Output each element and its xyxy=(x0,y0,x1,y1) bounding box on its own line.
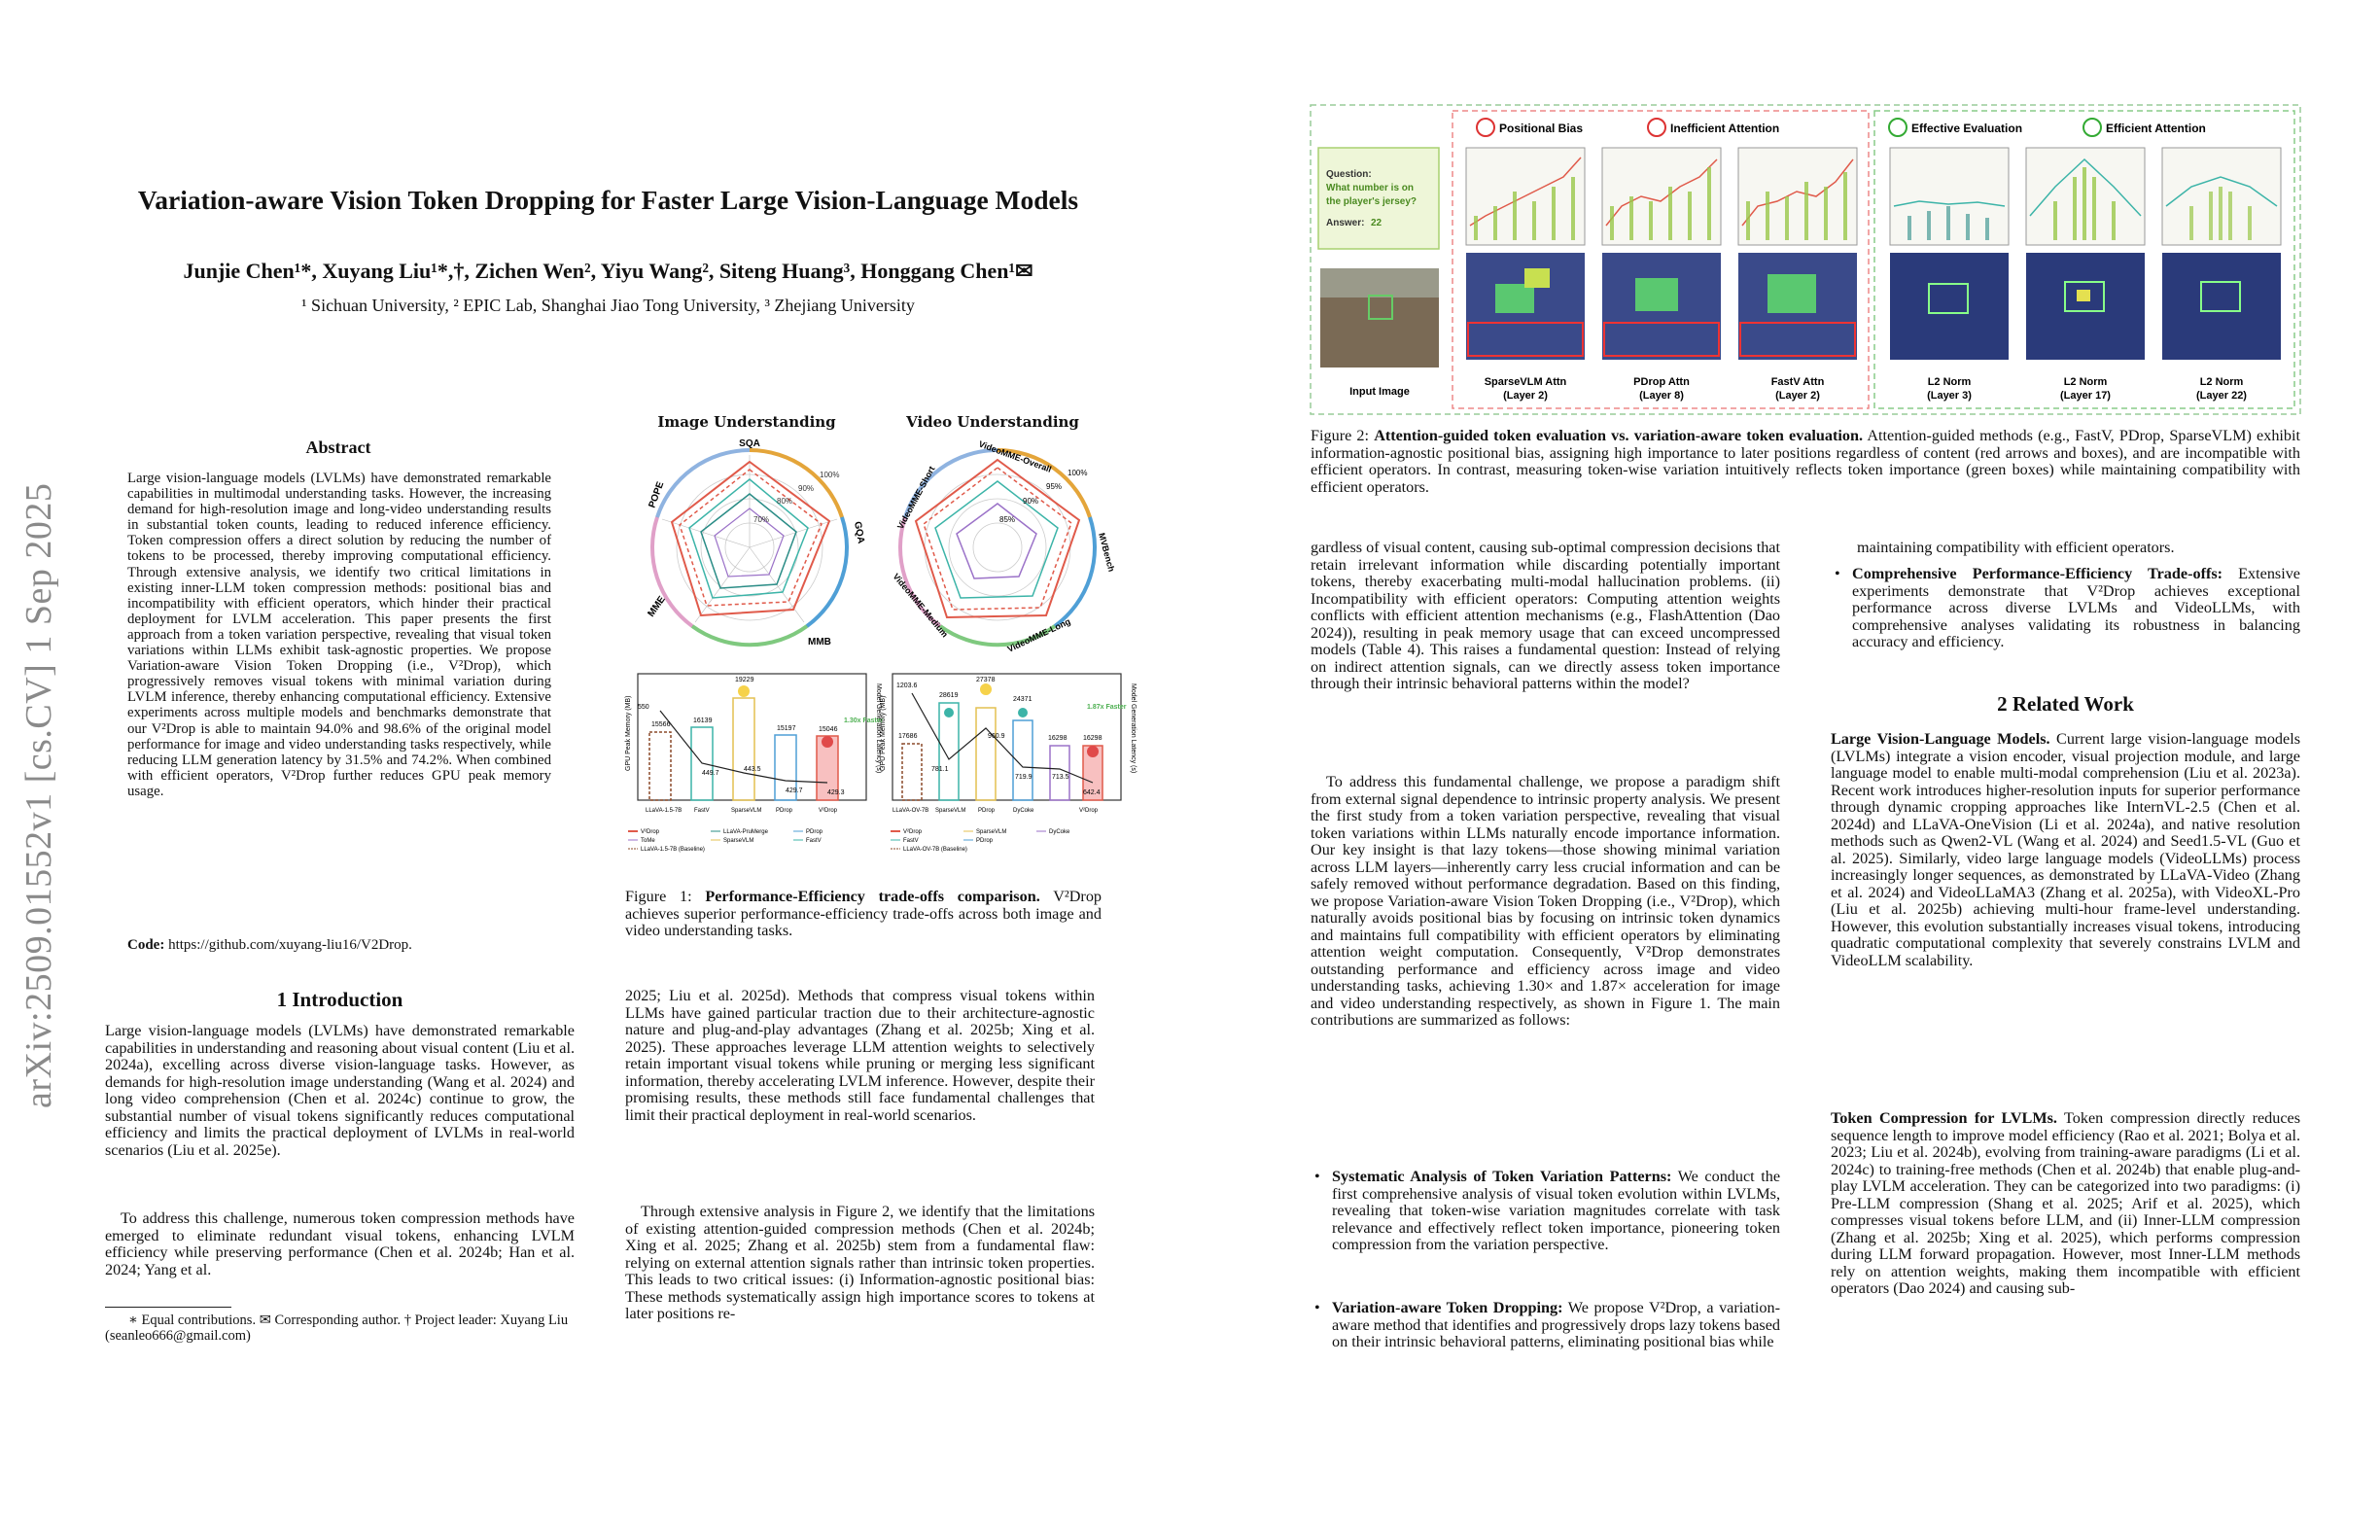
legend-img-2: PDrop xyxy=(806,829,823,835)
bar-vid-cat-1: SparseVLM xyxy=(935,808,966,814)
bar-img-lat-2: 443.5 xyxy=(744,766,761,773)
radar-img-axis-gqa: GQA xyxy=(852,520,866,544)
col3-paragraph-1: gardless of visual content, causing sub-optimal compression decisions that retain irrelevant information while discarding potentially important tokens, thereby exacerbating multi-modal hallucination problems. (ii) Incompatibility with efficient operators: Computing attention weights conflicts with efficient attention mechanisms (e.g., FlashAttention (Dao 2024)), resulting in peak memory usage that can exceed uncompressed models (Table 4). This raises a fundamental question: Instead of relying on indirect attention signals, can we directly assess token importance through their intrinsic behavioral patterns within the model? xyxy=(1311,539,1780,692)
radar-img-tick-70: 70% xyxy=(753,515,770,524)
radar-img-tick-90: 90% xyxy=(798,484,815,493)
fig2-panel-3 xyxy=(1738,148,1857,360)
fig1-caption-label: Figure 1: xyxy=(625,888,692,905)
bar-img-mem-0: 15566 xyxy=(651,721,671,728)
related-lvlm-text: Current large vision-language models (LVLMs) integrate a vision encoder, visual projection module, and large language model to enable multi-modal comprehension (Liu et al. 2023a). Recent work introduces higher-resolution inputs for superior performance through dynamic cropping approaches like InternVL-2.5 (Chen et al. 2024d) and LLaVA-OneVision (Li et al. 2024a), and native resolution methods such as Qwen2-VL (Wang et al. 2024) and Seed1.5-VL (Guo et al. 2025). Similarly, video large language models (VideoLLMs) process increasingly longer sequences, as demonstrated by LLaVA-Video (Zhang et al. 2024) and VideoLLaMA3 (Zhang et al. 2025a), with VideoXL-Pro (Liu et al. 2025b) achieving multi-hour frame-level understanding. However, this evolution substantially increases visual tokens, introducing quadratic computational complexity that severely constrains LVLM and VideoLLM scalability. xyxy=(1831,730,2300,969)
bar-img-llava xyxy=(649,732,671,800)
legend-vid-4: PDrop xyxy=(976,838,994,844)
bar-img-emoji-v2 xyxy=(822,736,833,748)
bar-vid-cat-4: V²Drop xyxy=(1079,808,1099,814)
fig2-panel-2 xyxy=(1602,148,1721,360)
fig2-question-line2: the player's jersey? xyxy=(1326,196,1417,207)
fig2-graphic xyxy=(1311,105,2300,414)
bar-vid-cat-3: DyCoke xyxy=(1013,808,1034,814)
figure-1-caption xyxy=(625,889,1102,940)
contribution-1-title: Systematic Analysis of Token Variation Patterns: xyxy=(1332,1168,1672,1185)
contribution-1-text: We conduct the first comprehensive analysis of visual token evolution within LVLMs, revealing that token-wise variation magnitudes correlate with task relevance and effectively reflect token importance, pioneering token compression from the variation perspective. xyxy=(1332,1168,1781,1253)
bar-img-lat-4: 429.3 xyxy=(827,789,845,796)
fig2-panel-label-5b: (Layer 17) xyxy=(2060,390,2111,402)
bar-vid-ylabel: GPU Peak Memory (MB) xyxy=(880,695,887,771)
bar-img-mem-3: 15197 xyxy=(777,725,796,732)
bar-vid-mem-1: 28619 xyxy=(939,692,959,699)
radar-img-tick-100: 100% xyxy=(820,471,840,479)
fig2-caption-label: Figure 2: xyxy=(1311,427,1370,444)
radar-vid-axis-mvbench: MVBench xyxy=(1097,531,1117,574)
radar-vid-axis-medium: VideoMME-Medium xyxy=(891,571,951,640)
bar-vid-lat-4: 713.5 xyxy=(1052,774,1069,781)
legend-vid-2: DyCoke xyxy=(1049,829,1070,835)
col3-paragraph-2: To address this fundamental challenge, we propose a paradigm shift from external signal dependence to intrinsic property analysis. We present the first study from a token variation perspective, revealing that visual token variations within LLMs naturally encode importance information. Our key insight is that lazy tokens—those showing minimal variation across LLM layers—inherently carry less crucial information and can be safely removed without performance degradation. Based on this finding, we propose Variation-aware Vision Token Dropping (i.e., V²Drop), which naturally avoids positional bias by focusing on intrinsic token dynamics and maintains full compatibility with efficient operators by eliminating attention weight computation. Consequently, V²Drop demonstrates outstanding performance and efficiency across image and video understanding tasks, achieving 1.30× and 1.87× acceleration for image and video understanding respectively, as shown in Figure 1. The main contributions are summarized as follows: xyxy=(1311,773,1780,1029)
fig2-header-effective: Effective Evaluation xyxy=(1911,122,2023,135)
fig2-question-label: Question: xyxy=(1326,169,1372,180)
fig2-answer-label: Answer: xyxy=(1326,218,1365,228)
related-work-compression xyxy=(1831,1110,2300,1298)
contribution-1: • Systematic Analysis of Token Variation Patterns: We conduct the first comprehensive analysis of visual token evolution within LVLMs, revealing that token-wise variation magnitudes correlate with task relevance and effectively reflect token importance, pioneering token compression from the variation perspective. xyxy=(1314,1168,1781,1253)
fig1-charts xyxy=(609,431,1137,858)
bar-img-cat-3: PDrop xyxy=(776,808,793,814)
bar-img-lat-3: 429.7 xyxy=(786,788,803,794)
legend-img-6: LLaVA-1.5-7B (Baseline) xyxy=(641,847,705,853)
fig2-panel-label-4b: (Layer 3) xyxy=(1927,390,1972,402)
intro-paragraph-1: Large vision-language models (LVLMs) have demonstrated remarkable capabilities in understanding and reasoning about visual content (Liu et al. 2024a), excelling across diverse vision-language tasks. However, as demands for high-resolution image understanding (Wang et al. 2024) and long video comprehension (Chen et al. 2024c) continue to grow, the substantial number of visual tokens significantly reduces computational efficiency and limits the practical deployment of LVLMs in real-world scenarios (Liu et al. 2025e). xyxy=(105,1022,575,1159)
bar-vid-lat-0: 1203.6 xyxy=(896,682,918,689)
fig2-panel-label-3b: (Layer 2) xyxy=(1775,390,1820,402)
bar-img-mem-1: 16139 xyxy=(693,718,713,724)
paper-title: Variation-aware Vision Token Dropping for Faster Large Vision-Language Models xyxy=(137,185,1079,215)
radar-vid-axis-overall: VideoMME-Overall xyxy=(977,438,1053,474)
fig2-header-efficient: Efficient Attention xyxy=(2106,122,2206,135)
col4-continuation: maintaining compatibility with efficient operators. xyxy=(1857,539,2175,556)
fig2-panel-label-2b: (Layer 8) xyxy=(1639,390,1684,402)
fig2-header-positional: Positional Bias xyxy=(1499,122,1584,135)
abstract-heading: Abstract xyxy=(305,438,371,457)
bar-vid-emoji xyxy=(980,683,992,695)
author-list: Junjie Chen¹*, Xuyang Liu¹*,†, Zichen Wen², Yiyu Wang², Siteng Huang³, Honggang Chen¹✉ xyxy=(183,259,1033,283)
related-compression-text: Token compression directly reduces sequence length to improve model efficiency (Rao et al. 2021; Bolya et al. 2023; Liu et al. 2024b), evolving from training-aware paradigms (Li et al. 2024c) to training-free methods (Chen et al. 2024b) that enable plug-and-play LVLM acceleration. They can be categorized into two paradigms: (i) Pre-LLM compression (Shang et al. 2025; Arif et al. 2025), which compresses visual tokens before LLM, and (ii) Inner-LLM compression (Zhang et al. 2025b; Xing et al. 2025), which performs compression during LLM forward propagation. However, most Inner-LLM methods rely on attention weights, making them incompatible with efficient operators (Dao 2024) and causing sub- xyxy=(1831,1109,2301,1297)
radar-img-axis-pope: POPE xyxy=(647,480,667,510)
fig2-panel-label-1a: SparseVLM Attn xyxy=(1484,376,1567,388)
fig2-input-label: Input Image xyxy=(1349,386,1410,398)
radar-vid-tick-85: 85% xyxy=(999,515,1016,524)
arxiv-stamp: arXiv:2509.01552v1 [cs.CV] 1 Sep 2025 xyxy=(18,482,59,1108)
code-line xyxy=(127,937,551,953)
radar-img-axis-sqa: SQA xyxy=(739,438,760,449)
fig1-image-heading: Image Understanding xyxy=(657,413,836,431)
bar-img-mem-2: 19229 xyxy=(735,677,754,683)
contribution-2-title: Variation-aware Token Dropping: xyxy=(1332,1299,1563,1316)
bar-img-lat-1: 449.7 xyxy=(702,770,719,777)
bar-vid-emoji-3 xyxy=(1018,708,1028,718)
legend-vid-1: SparseVLM xyxy=(976,829,1007,835)
bar-img-cat-1: FastV xyxy=(694,808,710,814)
fig2-panel-label-2a: PDrop Attn xyxy=(1633,376,1690,388)
bar-vid-extra xyxy=(1050,746,1069,800)
radar-img-axis-mmb: MMB xyxy=(808,637,831,648)
related-lvlm-title: Large Vision-Language Models. xyxy=(1831,730,2050,748)
contribution-3-title: Comprehensive Performance-Efficiency Trade-offs: xyxy=(1852,565,2223,582)
bar-vid-y2label: Model Generation Latency (s) xyxy=(1130,683,1137,774)
col2-paragraph-1: 2025; Liu et al. 2025d). Methods that compress visual tokens within LLMs have gained particular traction due to their architecture-agnostic nature and plug-and-play advantages (Zhang et al. 2025b; Xing et al. 2025). These approaches leverage LLM attention weights to selectively retain important visual tokens while pruning or merging less significant information, thereby accelerating LVLM inference. However, despite their promising results, these methods still face fundamental challenges that limit their practical deployment in real-world scenarios. xyxy=(625,987,1095,1124)
bar-vid-emoji-2 xyxy=(944,708,954,718)
radar-video xyxy=(891,438,1116,653)
intro-paragraph-2: To address this challenge, numerous token compression methods have emerged to eliminate redundant visual tokens, enhancing LVLM efficiency while preserving performance (Chen et al. 2024b; Han et al. 2024; Yang et al. xyxy=(105,1209,575,1278)
fig2-panel-label-6b: (Layer 22) xyxy=(2196,390,2247,402)
figure-2 xyxy=(1311,105,2300,414)
bar-vid-mem-4: 16298 xyxy=(1048,735,1068,742)
legend-image xyxy=(628,829,823,853)
legend-img-4: SparseVLM xyxy=(723,838,754,844)
footnote-rule xyxy=(105,1307,231,1308)
legend-img-0: V²Drop xyxy=(641,829,660,835)
bar-vid-llava xyxy=(902,744,922,800)
fig1-caption-bold: Performance-Efficiency trade-offs comparison. xyxy=(705,888,1040,905)
fig2-answer: 22 xyxy=(1371,218,1382,228)
related-compression-title: Token Compression for LVLMs. xyxy=(1831,1109,2057,1127)
related-work-lvlm xyxy=(1831,731,2300,969)
figure-1 xyxy=(609,413,1137,885)
affiliations: ¹ Sichuan University, ² EPIC Lab, Shanghai Jiao Tong University, ³ Zhejiang University xyxy=(301,296,915,315)
radar-img-axis-mme: MME xyxy=(646,594,668,619)
bar-image xyxy=(625,674,884,814)
legend-img-5: FastV xyxy=(806,838,822,844)
radar-vid-tick-90: 90% xyxy=(1023,497,1039,506)
intro-heading: 1 Introduction xyxy=(276,988,403,1011)
bar-vid-cat-0: LLaVA-OV-7B xyxy=(892,808,929,814)
bar-img-lat-0: 550 xyxy=(638,704,649,711)
legend-vid-0: V²Drop xyxy=(903,829,923,835)
fig2-smile-icon-1 xyxy=(1889,119,1907,136)
bar-img-cat-2: SparseVLM xyxy=(731,808,762,814)
col2-paragraph-2: Through extensive analysis in Figure 2, we identify that the limitations of existing attention-guided compression methods (Chen et al. 2024b; Xing et al. 2025; Zhang et al. 2025b) stem from a fundamental flaw: relying on external attention signals rather than intrinsic token properties. This leads to two critical issues: (i) Information-agnostic positional bias: These methods systematically assign high importance scores to tokens at later positions re- xyxy=(625,1203,1095,1322)
legend-vid-5: LLaVA-OV-7B (Baseline) xyxy=(903,847,967,853)
bar-vid-mem-5: 16298 xyxy=(1083,735,1102,742)
bar-vid-mem-0: 17686 xyxy=(898,733,918,740)
bar-vid-lat-1: 781.1 xyxy=(931,766,949,773)
fig2-panel-label-6a: L2 Norm xyxy=(2199,376,2244,388)
bar-vid-pdrop xyxy=(976,708,996,800)
bar-vid-cat-2: PDrop xyxy=(978,808,996,814)
bar-img-ylabel: GPU Peak Memory (MB) xyxy=(625,695,632,771)
bar-img-cat-4: V²Drop xyxy=(819,808,838,814)
fig2-question-line1: What number is on xyxy=(1326,183,1414,193)
radar-image xyxy=(646,438,865,648)
fig2-caption-bold: Attention-guided token evaluation vs. variation-aware token evaluation. xyxy=(1374,427,1864,444)
bar-vid-mem-3: 24371 xyxy=(1013,696,1032,703)
fig2-panel-label-1b: (Layer 2) xyxy=(1503,390,1548,402)
bar-img-emoji xyxy=(738,685,750,697)
fig2-smile-icon-2 xyxy=(2083,119,2101,136)
bar-img-mem-4: 15046 xyxy=(819,726,838,733)
legend-img-3: ToMe xyxy=(641,838,655,844)
legend-video xyxy=(891,829,1070,853)
contribution-3: • Comprehensive Performance-Efficiency Trade-offs: Extensive experiments demonstrate that V²Drop achieves exceptional performance across diverse LVLMs and VideoLLMs, with comprehensive analyses validating its robustness in balancing accuracy and efficiency. xyxy=(1835,565,2300,650)
fig2-sad-icon-1 xyxy=(1477,119,1494,136)
radar-vid-axis-short: VideoMME-Short xyxy=(894,464,937,531)
radar-vid-tick-100: 100% xyxy=(1068,469,1088,477)
legend-vid-3: FastV xyxy=(903,838,919,844)
related-work-heading: 2 Related Work xyxy=(1997,692,2134,716)
fig2-panel-5 xyxy=(2026,148,2145,360)
fig2-caption-rest: Attention-guided methods (e.g., FastV, PDrop, SparseVLM) exhibit information-agnostic positional bias, assigning high importance to later positions regardless of content (red arrows and boxes), and are incompatible with efficient operators. In contrast, measuring token-wise variation intuitively reflects token importance (green boxes) while maintaining compatibility with efficient operators. xyxy=(1311,427,2301,496)
fig2-panel-6 xyxy=(2162,148,2281,360)
bar-img-faster: 1.30x Faster xyxy=(844,718,884,724)
fig2-panel-label-3a: FastV Attn xyxy=(1770,376,1825,388)
bar-vid-mem-2: 27378 xyxy=(976,677,996,683)
bar-vid-lat-3: 719.9 xyxy=(1015,774,1032,781)
fig2-sad-icon-2 xyxy=(1648,119,1665,136)
bar-vid-emoji-v2 xyxy=(1087,746,1099,757)
fig2-panel-1 xyxy=(1466,148,1585,360)
legend-img-1: LLaVA-PruMerge xyxy=(723,829,768,835)
fig2-panel-label-4a: L2 Norm xyxy=(1927,376,1972,388)
contribution-3-text: Extensive experiments demonstrate that V²Drop achieves exceptional performance across diverse LVLMs and VideoLLMs, with comprehensive analyses validating its robustness in balancing accuracy and efficiency. xyxy=(1852,565,2300,650)
code-label: Code: xyxy=(127,937,165,953)
fig2-panel-label-5a: L2 Norm xyxy=(2063,376,2108,388)
bar-video xyxy=(880,674,1137,814)
contribution-2-text: We propose V²Drop, a variation-aware method that identifies and progressively drops lazy tokens based on their intrinsic behavioral patterns, eliminating positional bias while xyxy=(1332,1299,1781,1350)
code-link[interactable]: https://github.com/xuyang-liu16/V2Drop. xyxy=(168,937,412,953)
bar-vid-faster: 1.87x Faster xyxy=(1087,704,1127,711)
fig2-panel-4 xyxy=(1890,148,2009,360)
bar-img-cat-0: LLaVA-1.5-7B xyxy=(646,808,682,814)
footnote: ∗ Equal contributions. ✉ Corresponding author. † Project leader: Xuyang Liu (seanleo666@gmail.com) xyxy=(105,1312,569,1344)
bar-vid-lat-5: 642.4 xyxy=(1083,789,1101,796)
bar-vid-lat-2: 960.9 xyxy=(988,733,1005,740)
abstract-text: Large vision-language models (LVLMs) have demonstrated remarkable capabilities in multimodal understanding tasks. However, the increasing demand for high-resolution image and long-video understanding results in substantial token counts, leading to reduced inference efficiency. Token compression offers a direct solution by reducing the number of tokens to be processed, thereby improving computational efficiency. Through extensive analysis, we identify two critical limitations in existing inner-LLM token compression methods: positional bias and incompatibility with efficient operators, which hinder their practical deployment for LVLM acceleration. This paper presents the first approach from a token variation perspective, revealing that visual token variations within LLMs exhibit task-agnostic properties. We propose Variation-aware Vision Token Dropping (i.e., V²Drop), which progressively removes visual tokens with minimal variation during LVLM inference, thereby enhancing computational efficiency. Extensive experiments across multiple models and benchmarks demonstrate that our V²Drop is able to maintain 94.0% and 98.6% of the original model performance for image and video understanding tasks respectively, while reducing LLM generation latency by 31.5% and 74.2%. When combined with efficient operators, V²Drop further reduces GPU peak memory usage. xyxy=(127,471,551,799)
figure-2-caption xyxy=(1311,428,2300,496)
radar-img-tick-80: 80% xyxy=(777,497,793,506)
bar-img-y2label: Model Generation Latency (s) xyxy=(875,683,882,774)
contribution-2: • Variation-aware Token Dropping: We propose V²Drop, a variation-aware method that identifies and progressively drops lazy tokens based on their intrinsic behavioral patterns, eliminating positional bias while xyxy=(1314,1299,1781,1350)
radar-vid-axis-long: VideoMME-Long xyxy=(1005,616,1072,654)
bar-img-sparsevlm xyxy=(733,698,754,800)
fig1-caption-rest: V²Drop achieves superior performance-efficiency trade-offs across both image and video understanding tasks. xyxy=(625,888,1102,939)
radar-vid-tick-95: 95% xyxy=(1046,482,1063,491)
fig2-header-inefficient: Inefficient Attention xyxy=(1670,122,1780,135)
fig1-video-heading: Video Understanding xyxy=(906,413,1079,431)
